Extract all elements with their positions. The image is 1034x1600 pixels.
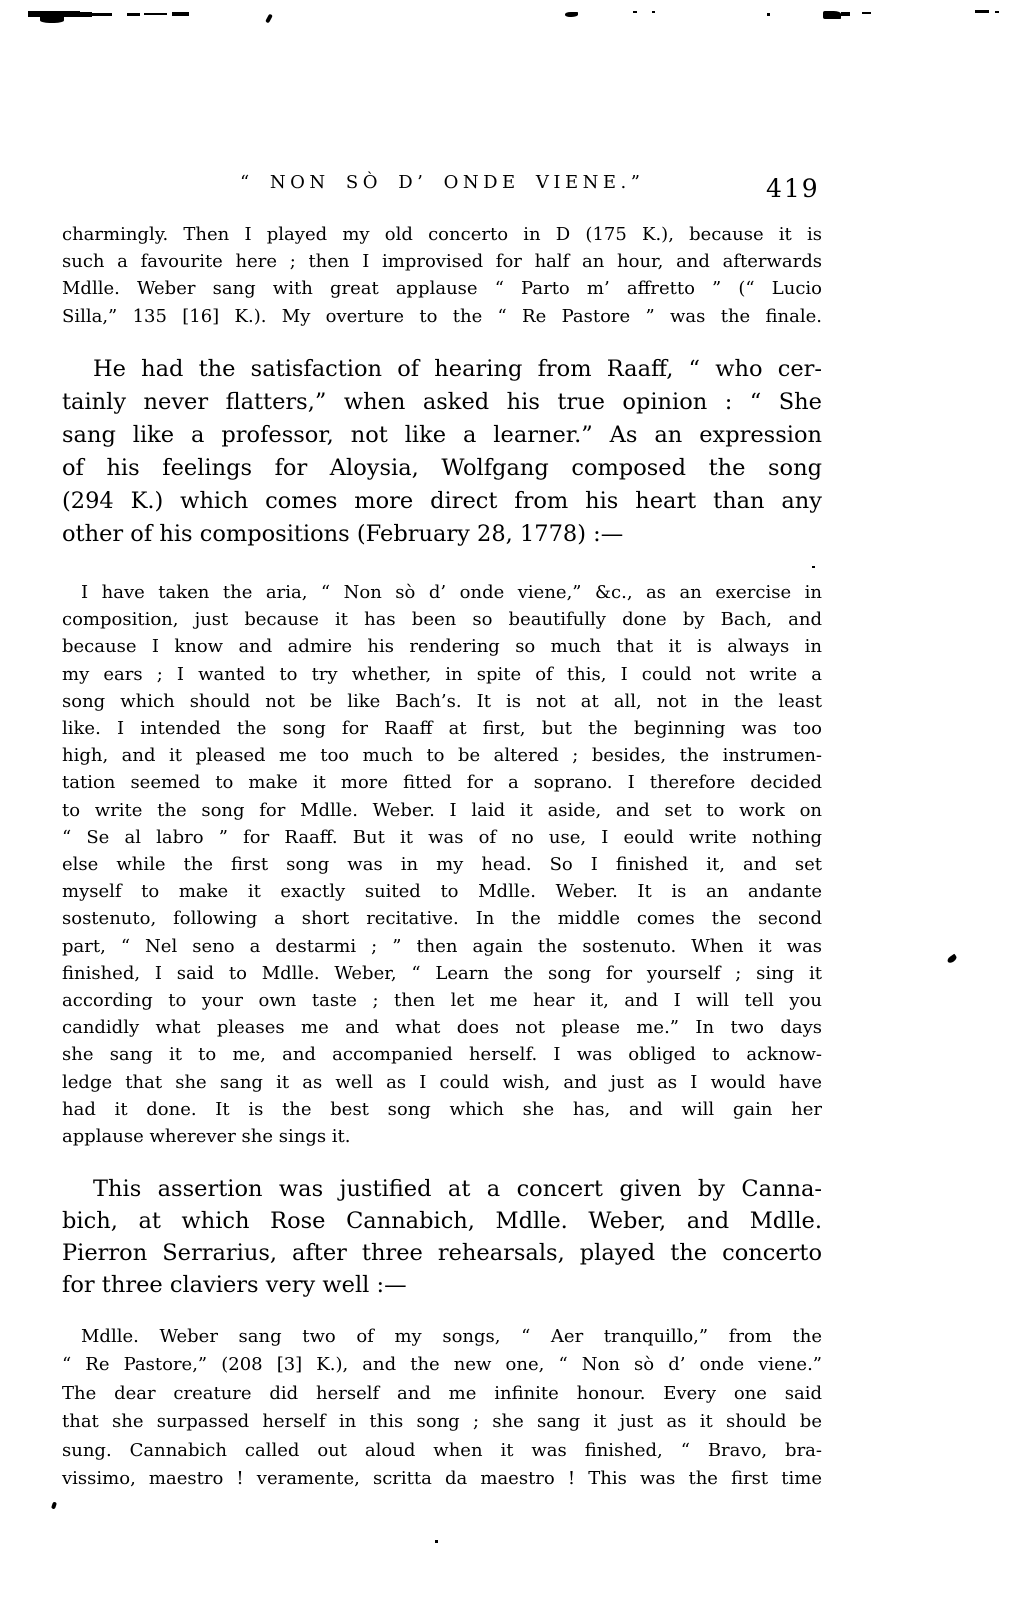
scan-artifact-smudge [40,16,64,23]
text-line: “ Se al labro ” for Raaff. But it was of no use, I eould write nothing [62,826,822,848]
text-line: “ Re Pastore,” (208 [3] K.), and the new one, “ Non sò d’ onde viene.” [62,1354,822,1376]
text-line: sung. Cannabich called out aloud when it was finished, “ Bravo, bra- [62,1439,822,1461]
text-line: candidly what pleases me and what does not please me.” In two days [62,1017,822,1039]
text-line: Mdlle. Weber sang with great applause “ Parto m’ affretto ” (“ Lucio [62,278,822,300]
text-line: sostenuto, following a short recitative. In the middle comes the second [62,908,822,930]
text-line: that she surpassed herself in this song ; she sang it just as it should be [62,1411,822,1433]
page-number: 419 [766,174,820,203]
scan-artifact-dash [127,13,140,16]
letter-quote-1 [62,579,822,1150]
text-line: tainly never flatters,” when asked his true opinion : “ She [62,389,822,415]
scan-artifact-dot [435,1540,438,1543]
text-line: else while the first song was in my head. So I finished it, and set [62,854,822,876]
text-line: song which should not be like Bach’s. It is not at all, not in the least [62,690,822,712]
scan-artifact-dash [862,12,871,14]
scan-artifact-blob [565,12,578,17]
text-line: my ears ; I wanted to try whether, in spite of this, I could not write a [62,663,822,685]
text-line: He had the satisfaction of hearing from Raaff, “ who cer- [93,356,822,382]
scan-artifact-blob [841,12,850,16]
letter-quote-continuation [62,221,822,330]
letter-quote-2 [62,1323,822,1493]
text-line: tation seemed to make it more fitted for a soprano. I therefore decided [62,772,822,794]
scan-artifact-blob [823,11,841,19]
text-line: according to your own taste ; then let me hear it, and I will tell you [62,990,822,1012]
text-line: to write the song for Mdlle. Weber. I laid it aside, and set to work on [62,799,822,821]
scan-artifact-dot [812,566,815,568]
text-line: of his feelings for Aloysia, Wolfgang composed the song [62,455,822,481]
text-line: like. I intended the song for Raaff at first, but the beginning was too [62,718,822,740]
text-line: bich, at which Rose Cannabich, Mdlle. Weber, and Mdlle. [62,1208,822,1234]
scan-artifact-dot [652,11,655,13]
main-paragraph-2 [62,1173,822,1301]
text-line: high, and it pleased me too much to be altered ; besides, the instrumen- [62,745,822,767]
scan-artifact-dot [633,11,637,13]
scan-artifact-dot [767,13,770,16]
scan-artifact-dash [975,10,989,13]
text-line: sang like a professor, not like a learner.” As an expression [62,422,822,448]
text-line: This assertion was justified at a concert given by Canna- [93,1176,822,1202]
scan-artifact-speck [51,1502,57,1510]
scan-artifact-dot [995,11,999,13]
scan-artifact-dash [90,13,112,16]
text-line: she sang it to me, and accompanied herself. I was obliged to acknow- [62,1044,822,1066]
text-line: The dear creature did herself and me infinite honour. Every one said [62,1382,822,1404]
running-header: “ NON SÒ D’ ONDE VIENE.” [240,172,645,193]
text-line: had it done. It is the best song which she has, and will gain her [62,1098,822,1120]
text-line: Pierron Serrarius, after three rehearsals, played the concerto [62,1240,822,1266]
scan-artifact-dash [172,12,189,16]
text-line: other of his compositions (February 28, 1778) :— [62,521,624,547]
text-line: such a favourite here ; then I improvised for half an hour, and afterwards [62,251,822,273]
main-paragraph [62,353,822,551]
scan-artifact-smudge [66,12,92,17]
text-line: ledge that she sang it as well as I could wish, and just as I would have [62,1071,822,1093]
scan-artifact-tick [265,14,273,24]
text-line: Silla,” 135 [16] K.). My overture to the “ Re Pastore ” was the finale. [62,305,822,327]
text-line: Mdlle. Weber sang two of my songs, “ Aer tranquillo,” from the [81,1326,822,1347]
text-line: composition, just because it has been so beautifully done by Bach, and [62,609,822,631]
text-line: charmingly. Then I played my old concerto in D (175 K.), because it is [62,224,822,245]
text-line: vissimo, maestro ! veramente, scritta da maestro ! This was the first time [62,1468,822,1490]
text-line: I have taken the aria, “ Non sò d’ onde viene,” &c., as an exercise in [81,582,822,603]
text-line: part, “ Nel seno a destarmi ; ” then again the sostenuto. When it was [62,935,822,957]
text-line: myself to make it exactly suited to Mdlle. Weber. It is an andante [62,881,822,903]
scan-artifact-dash [144,13,167,15]
text-line: applause wherever she sings it. [62,1126,351,1148]
text-line: because I know and admire his rendering so much that it is always in [62,636,822,658]
text-line: (294 K.) which comes more direct from his heart than any [62,488,822,514]
text-line: for three claviers very well :— [62,1272,407,1298]
scan-artifact-comma [946,954,958,965]
text-line: finished, I said to Mdlle. Weber, “ Learn the song for yourself ; sing it [62,962,822,984]
